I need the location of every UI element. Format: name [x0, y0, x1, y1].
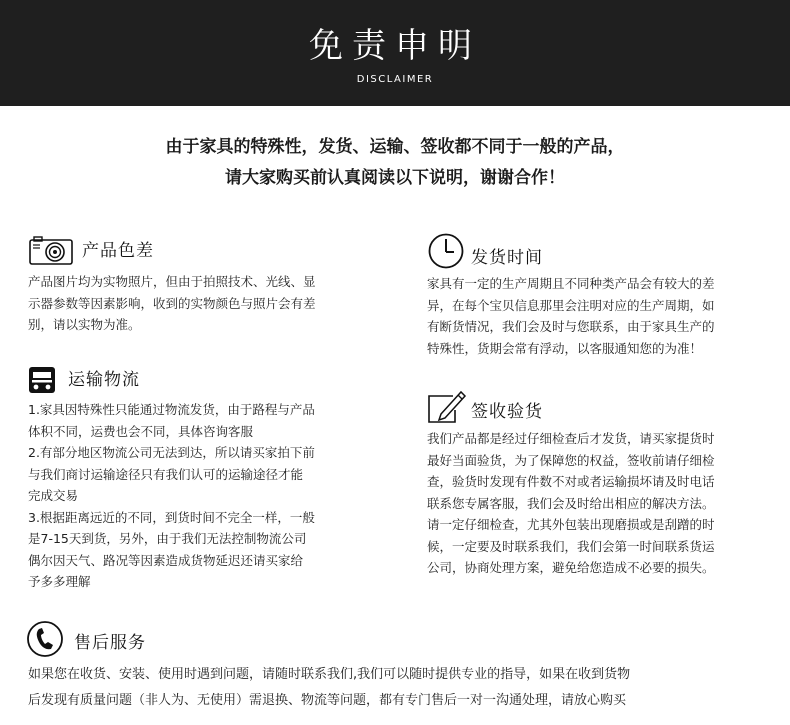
- shipping-time-section-title: 发货时间: [471, 248, 543, 268]
- inspection-line: 最好当面验货，为了保障您的权益，签收前请仔细检: [427, 452, 715, 468]
- inspection-line: 联系您专属客服，我们会及时给出相应的解决方法。: [427, 495, 715, 511]
- color-line: 别，请以实物为准。: [28, 317, 141, 332]
- inspection-section-body: [427, 428, 715, 579]
- logistics-line: 体积不同，运费也会不同，具体咨询客服: [28, 423, 254, 439]
- logistics-line: 与我们商讨运输途径只有我们认可的运输途径才能: [28, 466, 304, 482]
- camera-icon: [28, 236, 74, 266]
- logistics-section-body: [28, 399, 315, 593]
- color-section-header: [28, 236, 154, 266]
- shipping-time-section-body: [427, 273, 715, 359]
- truck-icon: [28, 366, 56, 394]
- logistics-line: 予多多理解: [28, 574, 91, 589]
- clock-icon: [427, 232, 465, 270]
- inspection-line: 公司，协商处理方案，避免给您造成不必要的损失。: [427, 560, 715, 575]
- inspection-section-title: 签收验货: [471, 402, 543, 422]
- color-section-body: [28, 271, 316, 336]
- after-sales-line: 如果您在收货、安装、使用时遇到问题，请随时联系我们,我们可以随时提供专业的指导，如果在收到货物: [28, 667, 631, 682]
- after-sales-section-header: [26, 620, 146, 658]
- inspection-line: 候，一定要及时联系我们，我们会第一时间联系货运: [427, 538, 715, 554]
- logistics-line: 完成交易: [28, 488, 79, 503]
- pen-sign-icon: [427, 388, 467, 424]
- disclaimer-header: [0, 0, 790, 106]
- logistics-line: 1.家具因特殊性只能通过物流发货，由于路程与产品: [28, 402, 315, 417]
- after-sales-section-title: 售后服务: [74, 633, 146, 653]
- intro-line-1: 由于家具的特殊性，发货、运输、签收都不同于一般的产品，: [165, 137, 625, 157]
- logistics-line: 是7-15天到货，另外，由于我们无法控制物流公司: [28, 531, 307, 546]
- shipping-time-line: 有断货情况，我们会及时与您联系，由于家具生产的: [427, 319, 715, 334]
- logistics-section-title: 运输物流: [68, 370, 140, 390]
- page-subtitle: DISCLAIMER: [356, 74, 434, 85]
- shipping-time-section-header: [427, 232, 543, 270]
- color-line: 产品图片均为实物照片，但由于拍照技术、光线、显: [28, 274, 316, 289]
- page-title: 免责申明: [309, 26, 481, 66]
- inspection-line: 请一定仔细检查，尤其外包装出现磨损或是刮蹭的时: [427, 517, 715, 532]
- intro-line-2: 请大家购买前认真阅读以下说明，谢谢合作！: [225, 168, 565, 188]
- logistics-line: 3.根据距离远近的不同，到货时间不完全一样，一般: [28, 509, 315, 525]
- color-line: 示器参数等因素影响，收到的实物颜色与照片会有差: [28, 295, 316, 311]
- inspection-line: 查，验货时发现有件数不对或者运输损坏请及时电话: [427, 474, 715, 489]
- shipping-time-line: 异，在每个宝贝信息那里会注明对应的生产周期，如: [427, 297, 715, 313]
- phone-icon: [26, 620, 64, 658]
- after-sales-line: 后发现有质量问题（非人为、无使用）需退换、物流等问题，都有专门售后一对一沟通处理，请放心购买: [28, 693, 627, 708]
- logistics-line: 2.有部分地区物流公司无法到达，所以请买家拍下前: [28, 445, 315, 460]
- inspection-line: 我们产品都是经过仔细检查后才发货，请买家提货时: [427, 431, 715, 446]
- logistics-section-header: [28, 366, 140, 394]
- shipping-time-line: 特殊性，货期会常有浮动，以客服通知您的为准！: [427, 340, 703, 356]
- shipping-time-line: 家具有一定的生产周期且不同种类产品会有较大的差: [427, 276, 715, 291]
- logistics-line: 偶尔因天气、路况等因素造成货物延迟还请买家给: [28, 552, 304, 568]
- inspection-section-header: [427, 388, 543, 424]
- color-section-title: 产品色差: [82, 241, 154, 261]
